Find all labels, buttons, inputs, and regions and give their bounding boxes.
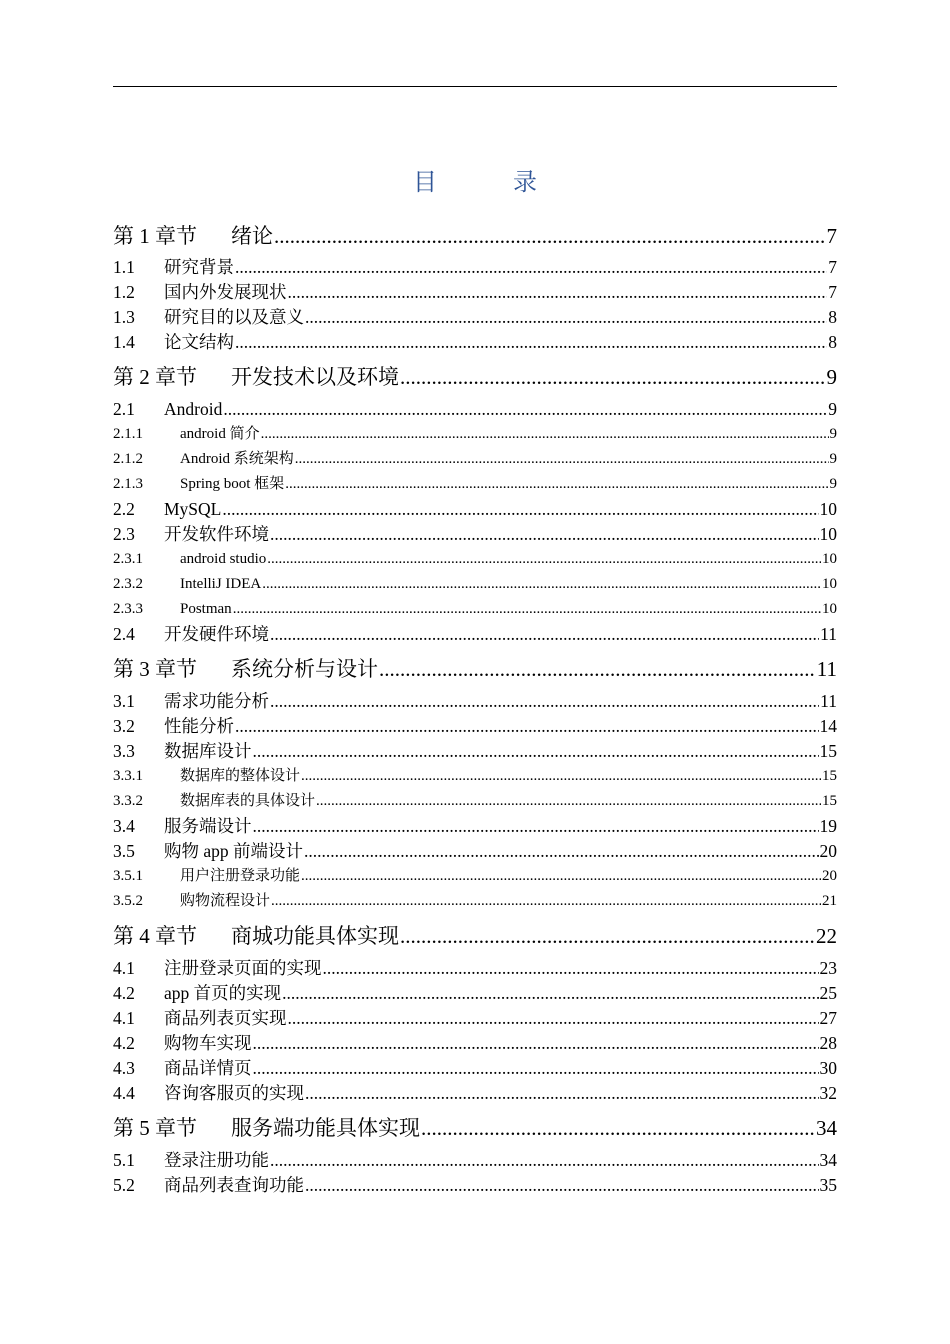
toc-section-entry[interactable] — [113, 981, 837, 1006]
toc-subsection-entry[interactable] — [113, 547, 837, 572]
toc-entry-number: 2.1 — [113, 399, 135, 419]
toc-page-number: 15 — [819, 741, 837, 761]
toc-entry-number: 3.4 — [113, 816, 135, 836]
toc-page-number: 19 — [819, 816, 837, 836]
toc-entry-number: 2.1.2 — [113, 451, 143, 467]
toc-subsection-entry[interactable] — [113, 422, 837, 447]
toc-entry-number: 2.3.2 — [113, 576, 143, 592]
toc-dot-leader — [253, 1031, 819, 1056]
toc-entry-number: 3.2 — [113, 716, 135, 736]
toc-dot-leader — [421, 1110, 815, 1147]
toc-entry-title: 注册登录页面的实现 — [164, 958, 322, 978]
toc-section-entry[interactable] — [113, 739, 837, 764]
toc-entry-number: 1.2 — [113, 282, 135, 302]
toc-dot-leader — [305, 1173, 819, 1198]
toc-entry-number: 2.3.3 — [113, 601, 143, 617]
toc-entry-title: 开发硬件环境 — [164, 624, 269, 644]
toc-page-number: 28 — [819, 1033, 837, 1053]
toc-page-number: 11 — [820, 624, 837, 644]
toc-subsection-entry[interactable] — [113, 597, 837, 622]
toc-entry-number: 3.5.2 — [113, 893, 143, 909]
toc-page-number: 32 — [819, 1083, 837, 1103]
toc-entry-title: 购物车实现 — [164, 1033, 252, 1053]
toc-entry-title: android studio — [180, 551, 267, 567]
toc-dot-leader — [288, 280, 828, 305]
toc-dot-leader — [323, 956, 819, 981]
toc-entry-number: 2.3.1 — [113, 551, 143, 567]
toc-page-number: 9 — [829, 426, 837, 442]
toc-page-number: 7 — [828, 257, 837, 277]
toc-dot-leader — [288, 1006, 819, 1031]
toc-page-number: 10 — [822, 551, 837, 567]
toc-entry-title: 国内外发展现状 — [164, 282, 287, 302]
toc-entry-title: 数据库的整体设计 — [180, 768, 301, 784]
toc-entry-title: 研究背景 — [164, 257, 234, 277]
toc-dot-leader — [285, 472, 828, 497]
toc-dot-leader — [270, 622, 819, 647]
toc-dot-leader — [253, 814, 819, 839]
toc-section-entry[interactable] — [113, 1056, 837, 1081]
toc-entry-title: 咨询客服页的实现 — [164, 1083, 304, 1103]
toc-entry-title: 开发软件环境 — [164, 524, 269, 544]
toc-dot-leader — [262, 572, 821, 597]
toc-dot-leader — [270, 689, 819, 714]
table-of-contents — [113, 218, 837, 1198]
toc-dot-leader — [271, 889, 821, 914]
toc-entry-title: 用户注册登录功能 — [180, 868, 301, 884]
toc-entry-number: 1.3 — [113, 307, 135, 327]
header-rule — [113, 86, 837, 87]
toc-page-number: 30 — [819, 1058, 837, 1078]
toc-entry-title: 研究目的以及意义 — [164, 307, 304, 327]
toc-dot-leader — [400, 359, 826, 396]
toc-entry-title: 数据库表的具体设计 — [180, 793, 316, 809]
toc-entry-title: 开发技术以及环境 — [231, 365, 399, 389]
toc-page-number: 10 — [822, 601, 837, 617]
toc-dot-leader — [305, 1081, 819, 1106]
toc-entry-title: 系统分析与设计 — [231, 657, 378, 681]
toc-entry-number: 2.4 — [113, 624, 135, 644]
toc-subsection-entry[interactable] — [113, 764, 837, 789]
toc-entry-number: 3.5 — [113, 841, 135, 861]
toc-dot-leader — [235, 255, 827, 280]
toc-entry-title: 购物 app 前端设计 — [164, 841, 304, 861]
toc-chapter-entry[interactable] — [113, 1110, 837, 1148]
toc-entry-title: 购物流程设计 — [180, 893, 271, 909]
toc-entry-title: 性能分析 — [164, 716, 234, 736]
toc-page-number: 35 — [819, 1175, 837, 1195]
toc-dot-leader — [282, 981, 818, 1006]
toc-page-number: 14 — [819, 716, 837, 736]
toc-chapter-entry[interactable] — [113, 218, 837, 255]
toc-dot-leader — [261, 422, 829, 447]
toc-dot-leader — [295, 447, 829, 472]
toc-section-entry[interactable] — [113, 1031, 837, 1056]
toc-page-number: 34 — [816, 1116, 837, 1140]
toc-page-number: 9 — [829, 451, 837, 467]
toc-subsection-entry[interactable] — [113, 789, 837, 814]
toc-entry-title: Android 系统架构 — [180, 451, 294, 467]
toc-section-entry[interactable] — [113, 956, 837, 981]
toc-entry-number: 3.5.1 — [113, 868, 143, 884]
toc-dot-leader — [400, 918, 815, 955]
toc-entry-number: 4.2 — [113, 1033, 135, 1053]
toc-entry-title: IntelliJ IDEA — [180, 576, 262, 592]
toc-entry-number: 4.2 — [113, 983, 135, 1003]
toc-entry-title: 需求功能分析 — [164, 691, 269, 711]
toc-entry-title: 绪论 — [231, 224, 273, 248]
toc-entry-title: 数据库设计 — [164, 741, 252, 761]
toc-page-number: 11 — [820, 691, 837, 711]
toc-entry-title: 商品列表页实现 — [164, 1008, 287, 1028]
toc-page-number: 15 — [822, 793, 837, 809]
toc-entry-number: 第 5 章节 — [113, 1116, 197, 1140]
toc-chapter-entry[interactable] — [113, 359, 837, 397]
toc-entry-number: 1.4 — [113, 332, 135, 352]
toc-entry-number: 5.1 — [113, 1150, 135, 1170]
toc-subsection-entry[interactable] — [113, 447, 837, 472]
toc-page-number: 11 — [816, 657, 837, 681]
toc-page-number: 27 — [819, 1008, 837, 1028]
toc-entry-number: 3.1 — [113, 691, 135, 711]
toc-dot-leader — [301, 864, 821, 889]
toc-entry-number: 3.3.1 — [113, 768, 143, 784]
toc-entry-title: 论文结构 — [164, 332, 234, 352]
toc-entry-title: Spring boot 框架 — [180, 476, 285, 492]
toc-section-entry[interactable] — [113, 522, 837, 547]
toc-chapter-entry[interactable] — [113, 918, 837, 956]
toc-page-number: 10 — [819, 499, 837, 519]
toc-page-number: 25 — [819, 983, 837, 1003]
toc-entry-number: 2.2 — [113, 499, 135, 519]
toc-dot-leader — [270, 522, 819, 547]
toc-dot-leader — [379, 651, 816, 688]
toc-entry-number: 第 2 章节 — [113, 365, 197, 389]
toc-section-entry[interactable] — [113, 280, 837, 305]
toc-subsection-entry[interactable] — [113, 889, 837, 914]
toc-page-number: 22 — [816, 924, 837, 948]
toc-dot-leader — [223, 397, 827, 422]
toc-page-number: 9 — [829, 476, 837, 492]
toc-page-number: 8 — [828, 332, 837, 352]
toc-dot-leader — [301, 764, 821, 789]
toc-entry-title: Postman — [180, 601, 232, 617]
toc-section-entry[interactable] — [113, 397, 837, 422]
toc-entry-number: 2.1.3 — [113, 476, 143, 492]
toc-section-entry[interactable] — [113, 1081, 837, 1106]
toc-entry-title: Android — [164, 399, 223, 419]
toc-dot-leader — [267, 547, 821, 572]
toc-section-entry[interactable] — [113, 689, 837, 714]
toc-section-entry[interactable] — [113, 814, 837, 839]
toc-entry-number: 3.3.2 — [113, 793, 143, 809]
toc-subsection-entry[interactable] — [113, 472, 837, 497]
toc-section-entry[interactable] — [113, 714, 837, 739]
toc-section-entry[interactable] — [113, 305, 837, 330]
toc-entry-number: 4.1 — [113, 1008, 135, 1028]
toc-page-number: 8 — [828, 307, 837, 327]
toc-dot-leader — [222, 497, 818, 522]
toc-section-entry[interactable] — [113, 255, 837, 280]
toc-entry-title: 服务端设计 — [164, 816, 252, 836]
toc-page-number: 7 — [826, 224, 837, 248]
toc-dot-leader — [235, 330, 827, 355]
toc-section-entry[interactable] — [113, 1173, 837, 1198]
toc-dot-leader — [274, 218, 826, 255]
toc-chapter-entry[interactable] — [113, 651, 837, 689]
toc-section-entry[interactable] — [113, 1148, 837, 1173]
toc-entry-title: 商品列表查询功能 — [164, 1175, 304, 1195]
toc-dot-leader — [304, 839, 818, 864]
toc-dot-leader — [270, 1148, 819, 1173]
toc-entry-number: 第 1 章节 — [113, 224, 197, 248]
toc-entry-number: 5.2 — [113, 1175, 135, 1195]
toc-entry-title: 商品详情页 — [164, 1058, 252, 1078]
toc-dot-leader — [253, 739, 819, 764]
toc-page-number: 10 — [822, 576, 837, 592]
toc-entry-number: 4.3 — [113, 1058, 135, 1078]
page-title: 目 录 — [413, 170, 563, 196]
toc-dot-leader — [233, 597, 821, 622]
toc-entry-number: 2.3 — [113, 524, 135, 544]
toc-dot-leader — [235, 714, 819, 739]
toc-page-number: 10 — [819, 524, 837, 544]
toc-section-entry[interactable] — [113, 1006, 837, 1031]
toc-page-number: 34 — [819, 1150, 837, 1170]
toc-entry-title: 登录注册功能 — [164, 1150, 269, 1170]
toc-entry-number: 1.1 — [113, 257, 135, 277]
toc-section-entry[interactable] — [113, 839, 837, 864]
toc-page-number: 20 — [822, 868, 837, 884]
toc-section-entry[interactable] — [113, 497, 837, 522]
toc-page-number: 9 — [826, 365, 837, 389]
toc-entry-title: 服务端功能具体实现 — [231, 1116, 420, 1140]
toc-page-number: 9 — [828, 399, 837, 419]
toc-entry-number: 第 3 章节 — [113, 657, 197, 681]
toc-entry-title: android 简介 — [180, 426, 260, 442]
toc-page-number: 23 — [819, 958, 837, 978]
toc-entry-number: 4.4 — [113, 1083, 135, 1103]
toc-entry-number: 4.1 — [113, 958, 135, 978]
toc-entry-number: 第 4 章节 — [113, 924, 197, 948]
toc-section-entry[interactable] — [113, 330, 837, 355]
toc-page-number: 20 — [819, 841, 837, 861]
toc-entry-title: MySQL — [164, 499, 222, 519]
toc-entry-number: 2.1.1 — [113, 426, 143, 442]
toc-dot-leader — [316, 789, 821, 814]
toc-page-number: 7 — [828, 282, 837, 302]
toc-dot-leader — [305, 305, 827, 330]
toc-section-entry[interactable] — [113, 622, 837, 647]
toc-entry-number: 3.3 — [113, 741, 135, 761]
toc-dot-leader — [253, 1056, 819, 1081]
toc-entry-title: 商城功能具体实现 — [231, 924, 399, 948]
toc-subsection-entry[interactable] — [113, 864, 837, 889]
toc-entry-title: app 首页的实现 — [164, 983, 282, 1003]
toc-page-number: 21 — [822, 893, 837, 909]
toc-subsection-entry[interactable] — [113, 572, 837, 597]
toc-page-number: 15 — [822, 768, 837, 784]
